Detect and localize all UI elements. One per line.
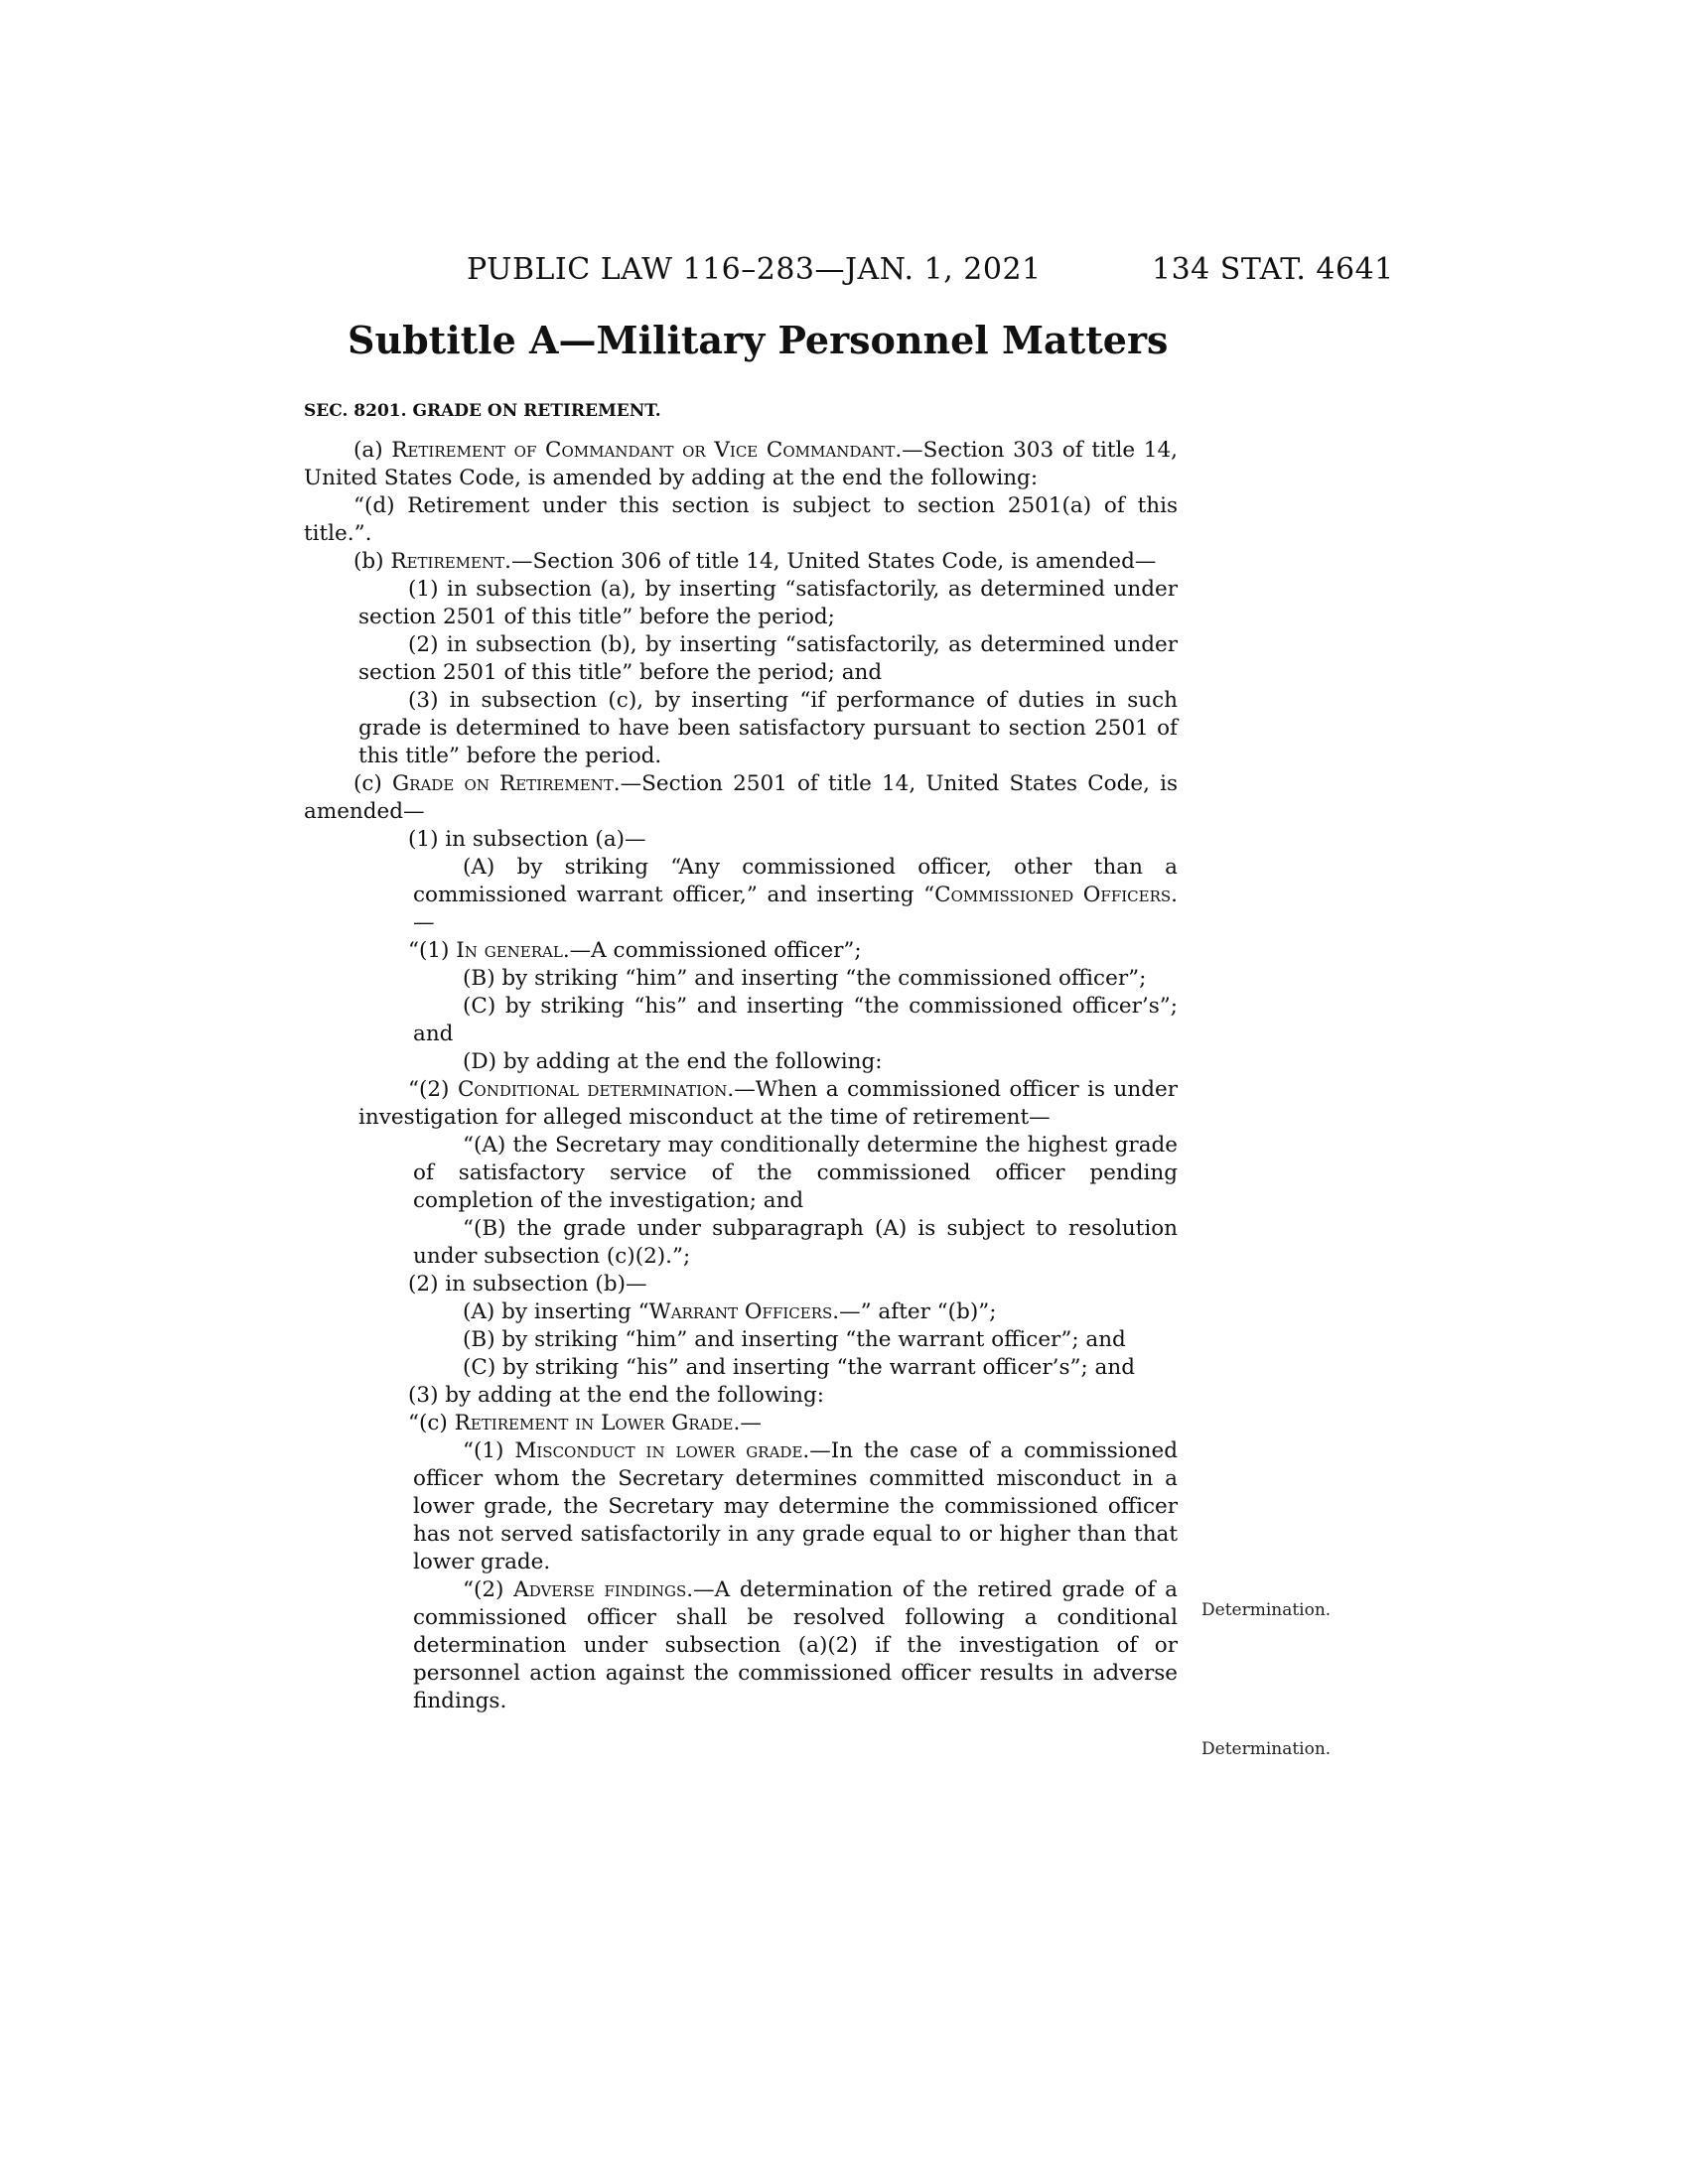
paragraph-c1D: (D) by adding at the end the following:: [463, 1049, 883, 1074]
subtitle-heading: Subtitle A—Military Personnel Matters: [348, 318, 1169, 362]
paragraph-c3-quote-2: [304, 1576, 1178, 1715]
paragraph-c1A: [304, 854, 1178, 937]
paragraph-b3: (3) in subsection (c), by inserting “if performance of duties in such grade is determined to have been satisfactory pursuant to section 2501 of this title” before the period.: [358, 688, 1178, 768]
paragraph-b1: (1) in subsection (a), by inserting “satisfactorily, as determined under section 2501 of this title” before the period;: [358, 577, 1178, 629]
text-run: —” after “(b)”;: [839, 1299, 997, 1324]
text-run: —A determination of the retired grade of a commissioned officer shall be resolved following a conditional determination under subsection (a)(2) if the investigation of or personnel action against the commissioned officer results in adverse findings.: [413, 1577, 1178, 1713]
small-caps-run: Commissioned Officers.: [934, 883, 1178, 907]
paragraph-b-text: —Section 306 of title 14, United States Code, is amended—: [510, 549, 1157, 574]
text-run: —In the case of a commissioned officer whom the Secretary determines committed misconduct in a lower grade, the Secretary may determine the commissioned officer has not served satisfactorily in any grade equal to or higher than that lower grade.: [413, 1438, 1178, 1574]
paragraph-b2: (2) in subsection (b), by inserting “satisfactorily, as determined under section 2501 of this title” before the period; and: [358, 632, 1178, 685]
paragraph-c3: (3) by adding at the end the following:: [408, 1383, 824, 1408]
paragraph-a-heading: Retirement of Commandant or Vice Commandant.: [391, 438, 903, 463]
paragraph-c3-quote: [304, 1410, 1178, 1437]
text-run: —: [413, 910, 435, 935]
paragraph-a-quote: “(d) Retirement under this section is subject to section 2501(a) of this title.”.: [304, 493, 1178, 546]
margin-note-determination: Determination.: [1201, 1600, 1332, 1620]
paragraph-a: (a) Retirement of Commandant or Vice Commandant.—Section 303 of title 14, United States Code, is amended by adding at the end the following:: [304, 438, 1178, 490]
text-run: —When a commissioned officer is under investigation for alleged misconduct at the time of retirement—: [358, 1077, 1178, 1130]
text-run: “(1): [463, 1438, 515, 1463]
small-caps-run: Warrant Officers.: [648, 1299, 840, 1324]
margin-note-determination: Determination.: [1201, 1739, 1332, 1759]
paragraph-c2C: (C) by striking “his” and inserting “the warrant officer’s”; and: [463, 1355, 1135, 1380]
text-run: —: [740, 1411, 762, 1435]
page-header: [0, 252, 1688, 292]
section-body: [304, 437, 1178, 1715]
small-caps-run: Conditional determination.: [457, 1077, 735, 1102]
paragraph-c2-quote-B: “(B) the grade under subparagraph (A) is subject to resolution under subsection (c)(2).”;: [413, 1216, 1178, 1269]
text-run: “(c): [408, 1411, 455, 1435]
text-run: “(1): [408, 938, 457, 963]
small-caps-run: Adverse findings.: [513, 1577, 694, 1602]
paragraph-c-heading: Grade on Retirement.: [392, 771, 621, 796]
paragraph-c3-quote-1: [304, 1437, 1178, 1576]
paragraph-c1: (1) in subsection (a)—: [408, 827, 646, 852]
paragraph-c2-quote: [304, 1076, 1178, 1132]
small-caps-run: In general.: [456, 938, 570, 963]
paragraph-c2: (2) in subsection (b)—: [408, 1272, 647, 1297]
paragraph-c: (c) Grade on Retirement.—Section 2501 of title 14, United States Code, is amended—: [304, 771, 1179, 824]
paragraph-b: (b) Retirement.—Section 306 of title 14, United States Code, is amended—: [353, 549, 1157, 574]
small-caps-run: Misconduct in lower grade.: [514, 1438, 810, 1463]
header-title: PUBLIC LAW 116–283—JAN. 1, 2021: [467, 252, 1042, 287]
paragraph-c1B: (B) by striking “him” and inserting “the commissioned officer”;: [463, 966, 1147, 991]
paragraph-c2-quote-A: “(A) the Secretary may conditionally determine the highest grade of satisfactory service of the commissioned officer pending completion of the investigation; and: [413, 1133, 1178, 1213]
text-run: (A) by striking “Any commissioned officer, other than a commissioned warrant officer,” and inserting “: [413, 855, 1178, 907]
paragraph-c-text: —Section 2501 of title 14, United States Code, is amended—: [304, 771, 1179, 824]
paragraph-c2B: (B) by striking “him” and inserting “the warrant officer”; and: [463, 1327, 1126, 1352]
paragraph-c1C: (C) by striking “his” and inserting “the commissioned officer’s”; and: [413, 994, 1178, 1046]
paragraph-a-text: —Section 303 of title 14, United States Code, is amended by adding at the end the following:: [304, 438, 1178, 490]
statute-page-number: 134 STAT. 4641: [1152, 252, 1394, 287]
paragraph-c2A: [304, 1298, 1178, 1326]
text-run: “(2): [408, 1077, 458, 1102]
paragraph-b-heading: Retirement.: [390, 549, 511, 574]
section-heading: SEC. 8201. GRADE ON RETIREMENT.: [304, 401, 661, 421]
text-run: “(2): [463, 1577, 514, 1602]
text-run: (A) by inserting “: [463, 1299, 649, 1324]
paragraph-c1-quote: [304, 937, 1178, 965]
small-caps-run: Retirement in Lower Grade.: [454, 1411, 741, 1435]
text-run: —A commissioned officer”;: [569, 938, 862, 963]
